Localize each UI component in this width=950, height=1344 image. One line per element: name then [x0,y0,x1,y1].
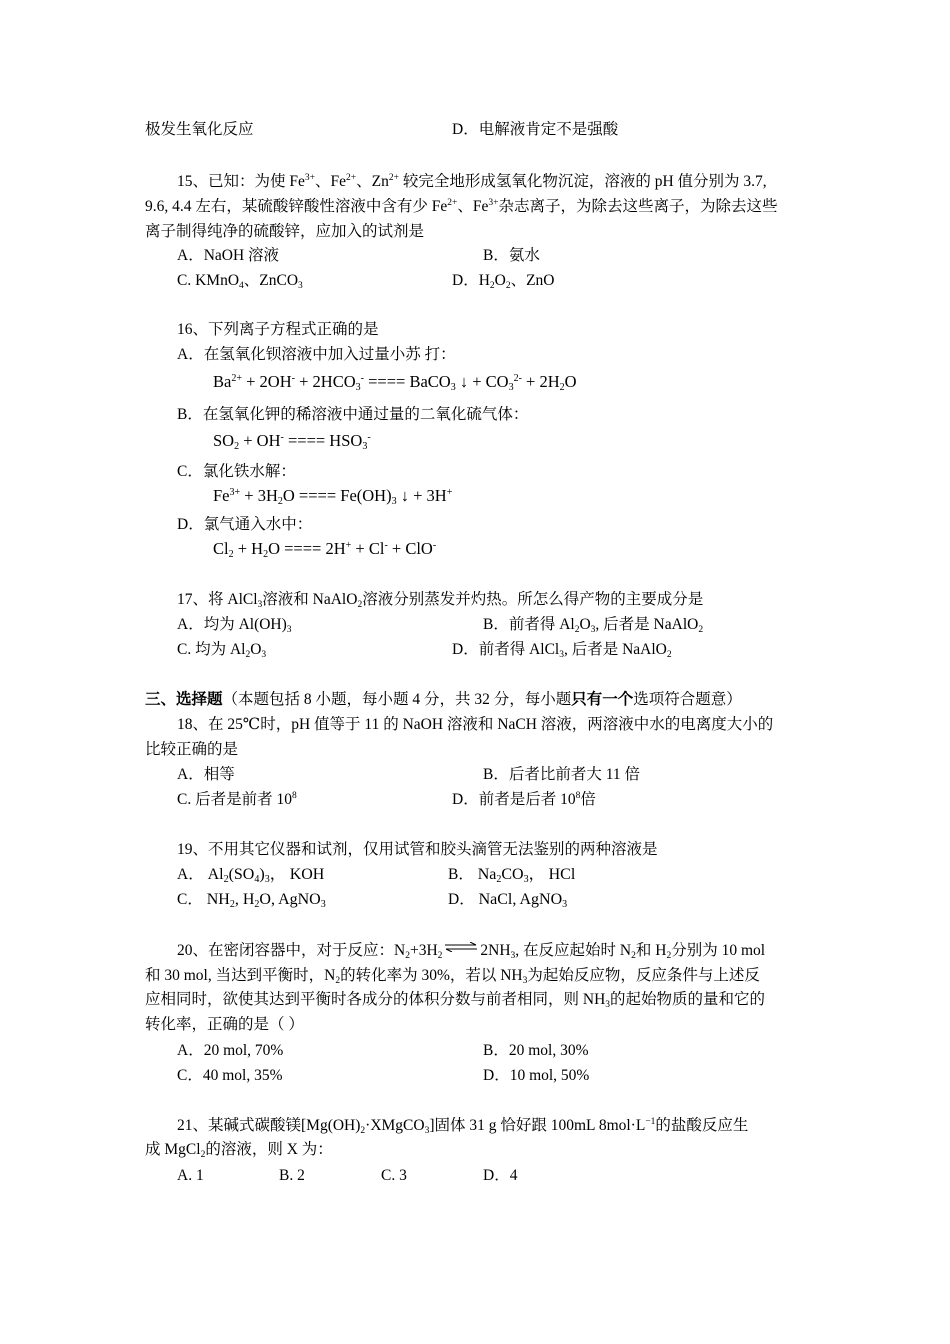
q20-stem-line1: 20、在密闭容器中，对于反应：$N_2+3H_2$ $2NH_3$, 在反应起始时 $N_2$和 $H_2$分别为 10 mol [177,942,766,961]
q18-stem-line2: 比较正确的是 [145,741,239,758]
q20-stem-line4: 转化率，正确的是（ ） [145,1016,304,1033]
q19-option-c: C． $NH_2$, $H_2O$, AgNO$_3$ [177,891,326,910]
q20-stem-line3: 应相同时，欲使其达到平衡时各成分的体积分数与前者相同，则 $NH_3$的起始物质的量和它的 [145,991,766,1010]
q18-option-a: A．相等 [177,766,235,783]
q17-option-c: C. 均为 $Al_2O_3$ [177,641,267,660]
q16-option-a: A．在氢氧化钡溶液中加入过量小苏 打： [177,346,456,363]
q18-stem-line1: 18、在 25℃时，pH 值等于 11 的 NaOH 溶液和 NaCH 溶液，两溶液中水的电离度大小的 [177,716,774,733]
q21-option-a: A. 1 [177,1167,204,1184]
q21-stem-line2: 成 MgCl$_2$的溶液，则 X 为： [145,1141,333,1160]
q15-option-d: D．$H_2O_2$、ZnO [452,272,555,291]
q18-option-b: B．后者比前者大 11 倍 [483,766,641,783]
prev-option-d: D．电解液肯定不是强酸 [452,121,619,138]
q15-option-c: C. KMnO$_4$、ZnCO$_3$ [177,272,303,291]
q19-option-d: D． NaCl, AgNO$_3$ [448,891,568,910]
q16-option-d-equation: $Cl_2 + H_2O$ ==== 2H+ + Cl- + ClO- [213,539,437,560]
section-3-header: 三、选择题（本题包括 8 小题，每小题 4 分，共 32 分，每小题只有一个选项符合题意） [145,691,742,708]
q16-option-a-equation: $Ba^{2+} + 2OH^- + 2HCO_3^-$ ==== BaCO$_3$ ↓ + $CO_3^{2-} + 2H_2O$ [213,372,577,393]
q20-option-c: C．40 mol, 35% [177,1067,283,1084]
q21-stem-line1: 21、某碱式碳酸镁$[Mg(OH)_2\cdot XMgCO_3]$固体 31 g 恰好跟 100mL $8mol\cdot L^{-1}$的盐酸反应生 [177,1117,749,1136]
q17-option-b: B．前者得 $Al_2O_3$, 后者是 NaAlO$_2$ [483,616,704,635]
q21-option-b: B. 2 [279,1167,305,1184]
q20-option-a: A．20 mol, 70% [177,1042,284,1059]
q19-option-a: A． $Al_2(SO_4)_3$， KOH [177,866,325,885]
q16-stem: 16、下列离子方程式正确的是 [177,321,379,338]
q21-option-c: C. 3 [381,1167,407,1184]
q15-option-b: B．氨水 [483,247,540,264]
q17-option-d: D．前者得 AlCl$_3$, 后者是 NaAlO$_2$ [452,641,672,660]
q16-option-b: B．在氢氧化钾的稀溶液中通过量的二氧化硫气体： [177,406,529,423]
q18-option-d: D．前者是后者 $10^8$倍 [452,791,596,808]
q16-option-b-equation: $SO_2 + OH^-$ ==== $HSO_3^-$ [213,431,371,452]
q21-option-d: D．4 [483,1167,518,1184]
q18-option-c: C. 后者是前者 $10^8$ [177,791,297,808]
q17-stem: 17、将 AlCl$_3$溶液和 NaAlO$_2$溶液分别蒸发并灼热。所怎么得产物的主要成分是 [177,591,704,610]
q19-stem: 19、不用其它仪器和试剂，仅用试管和胶头滴管无法鉴别的两种溶液是 [177,841,658,858]
q16-option-d: D．氯气通入水中： [177,516,313,533]
q15-option-a: A．NaOH 溶液 [177,247,280,264]
q19-option-b: B． $Na_2CO_3$， HCl [448,866,576,885]
q20-option-d: D．10 mol, 50% [483,1067,590,1084]
q16-option-c-equation: $Fe^{3+} + 3H_2O$ ==== $Fe(OH)_3$ ↓ + 3H+ [213,486,453,507]
reversible-arrow-icon [444,942,478,952]
q15-stem-line1: 15、已知：为使 $Fe^{3+}$、$Fe^{2+}$、$Zn^{2+}$ 较完全地形成氢氧化物沉淀，溶液的 pH 值分别为 3.7, [177,173,767,190]
q20-stem-line2: 和 30 mol, 当达到平衡时，$N_2$的转化率为 30%，若以 $NH_3$为起始反应物，反应条件与上述反 [145,967,760,986]
prev-option-c-tail: 极发生氧化反应 [145,121,254,138]
q17-option-a: A．均为 $Al(OH)_3$ [177,616,292,635]
q20-option-b: B．20 mol, 30% [483,1042,589,1059]
q16-option-c: C．氯化铁水解： [177,463,296,480]
q15-stem-line2: 9.6, 4.4 左右，某硫酸锌酸性溶液中含有少 $Fe^{2+}$、$Fe^{3+}$杂志离子，为除去这些离子，为除去这些 [145,198,778,215]
q15-stem-line3: 离子制得纯净的硫酸锌，应加入的试剂是 [145,223,425,240]
